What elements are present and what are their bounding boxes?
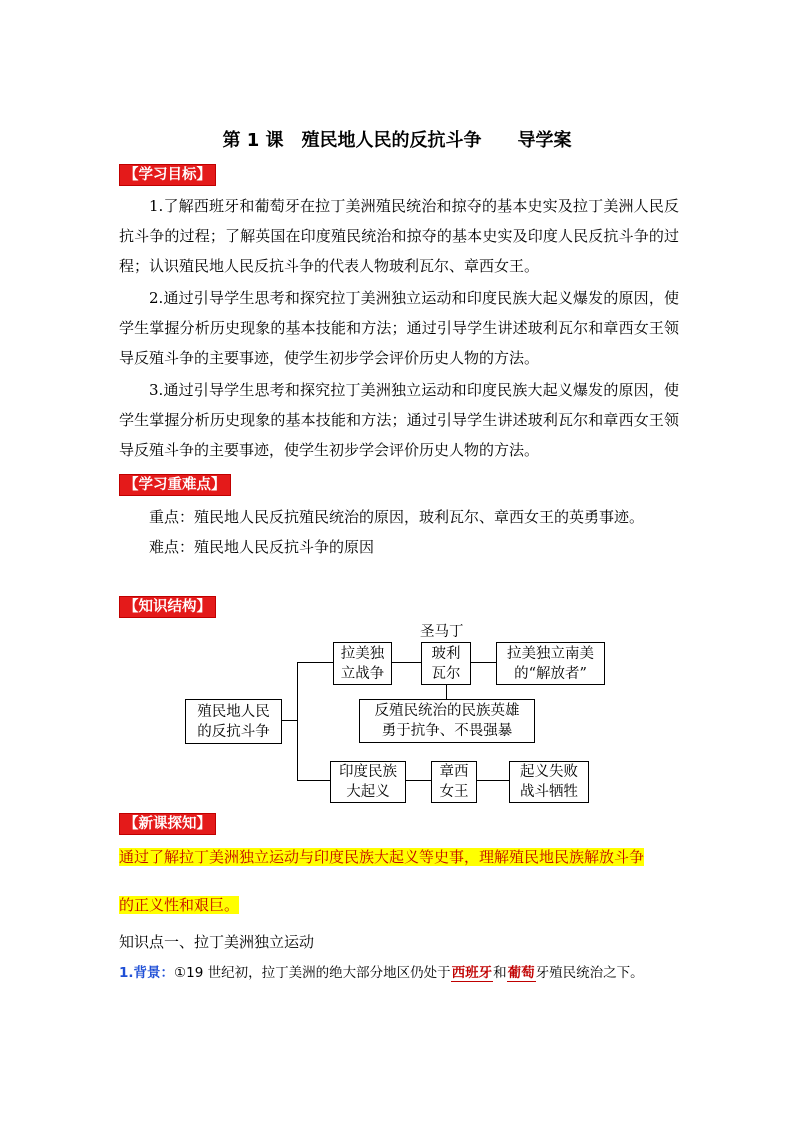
section-tag-structure: 【知识结构】: [119, 596, 216, 618]
latin-line-1: 拉美独: [340, 646, 385, 662]
background-text-1: ①19 世纪初，拉丁美洲的绝大部分地区仍处于: [174, 965, 451, 981]
fail-line-2: 战斗牺牲: [520, 784, 578, 800]
page-title: 第 1 课 殖民地人民的反抗斗争 导学案: [222, 130, 572, 151]
connector: [297, 662, 298, 781]
section-tag-new-lesson: 【新课探知】: [119, 813, 216, 835]
india-line-2: 大起义: [346, 784, 390, 800]
difficult-point: 难点：殖民地人民反抗斗争的原因: [149, 538, 375, 556]
latin-line-2: 立战争: [340, 666, 385, 682]
failure-box: [509, 761, 589, 803]
bolivar-box: [421, 642, 471, 685]
root-box: [185, 699, 282, 744]
india-line-1: 印度民族: [339, 764, 397, 780]
highlight-line-2: 的正义性和艰巨。: [119, 896, 240, 914]
fail-line-1: 起义失败: [520, 764, 578, 780]
hero-box: [359, 699, 535, 743]
background-text-2: 和: [493, 965, 507, 981]
important-point: 重点：殖民地人民反抗殖民统治的原因，玻利瓦尔、章西女王的英勇事迹。: [149, 508, 645, 526]
fill-blank-portugal: 葡萄: [507, 965, 535, 981]
connector: [391, 662, 421, 663]
root-line-1: 殖民地人民: [197, 704, 270, 720]
connector: [405, 780, 432, 781]
section-tag-keypoints: 【学习重难点】: [119, 474, 231, 496]
rani-box: [431, 761, 477, 803]
rani-line-2: 女王: [439, 784, 469, 800]
connector: [470, 662, 497, 663]
goal-paragraph-2: 2.通过引导学生思考和探究拉丁美洲独立运动和印度民族大起义爆发的原因，使学生掌握分析历史现象的基本技能和方法；通过引导学生讲述玻利瓦尔和章西女王领导反殖斗争的主要事迹，使学生初步学会评价历史人物的方法。: [119, 289, 679, 367]
liberator-box: [496, 642, 605, 685]
connector: [446, 683, 447, 700]
fill-blank-spain: 西班牙: [451, 965, 493, 981]
background-text-3: 牙殖民统治之下。: [535, 965, 644, 981]
latin-war-box: [333, 642, 392, 685]
root-line-2: 的反抗斗争: [197, 724, 270, 740]
highlight-line-1: 通过了解拉丁美洲独立运动与印度民族大起义等史事，理解殖民地民族解放斗争: [119, 848, 645, 866]
goal-paragraph-3: 3.通过引导学生思考和探究拉丁美洲独立运动和印度民族大起义爆发的原因，使学生掌握分析历史现象的基本技能和方法；通过引导学生讲述玻利瓦尔和章西女王领导反殖斗争的主要事迹，使学生初步学会评价历史人物的方法。: [119, 381, 679, 459]
rani-line-1: 章西: [439, 764, 469, 780]
connector: [476, 780, 510, 781]
bolivar-line-2: 瓦尔: [431, 666, 461, 682]
section-tag-goals: 【学习目标】: [119, 164, 216, 186]
hero-line-1: 反殖民统治的民族英雄: [374, 703, 520, 719]
bolivar-line-1: 玻利: [431, 646, 461, 662]
san-martin-label: 圣马丁: [420, 624, 464, 640]
knowledge-point-heading: 知识点一、拉丁美洲独立运动: [119, 933, 315, 951]
connector: [281, 720, 298, 721]
goal-paragraph-1: 1.了解西班牙和葡萄牙在拉丁美洲殖民统治和掠夺的基本史实及拉丁美洲人民反抗斗争的过程；了解英国在印度殖民统治和掠夺的基本史实及印度人民反抗斗争的过程；认识殖民地人民反抗斗争的代表人物玻利瓦尔、章西女王。: [119, 197, 679, 275]
india-uprising-box: [330, 761, 406, 803]
background-line: [119, 961, 644, 981]
background-label: 1.背景：: [119, 965, 175, 981]
liberator-line-2: 的“解放者”: [514, 666, 587, 682]
hero-line-2: 勇于抗争、不畏强暴: [381, 723, 513, 739]
connector: [297, 780, 331, 781]
connector: [297, 662, 333, 663]
highlighted-objective: [119, 833, 675, 929]
liberator-line-1: 拉美独立南美: [507, 646, 594, 662]
